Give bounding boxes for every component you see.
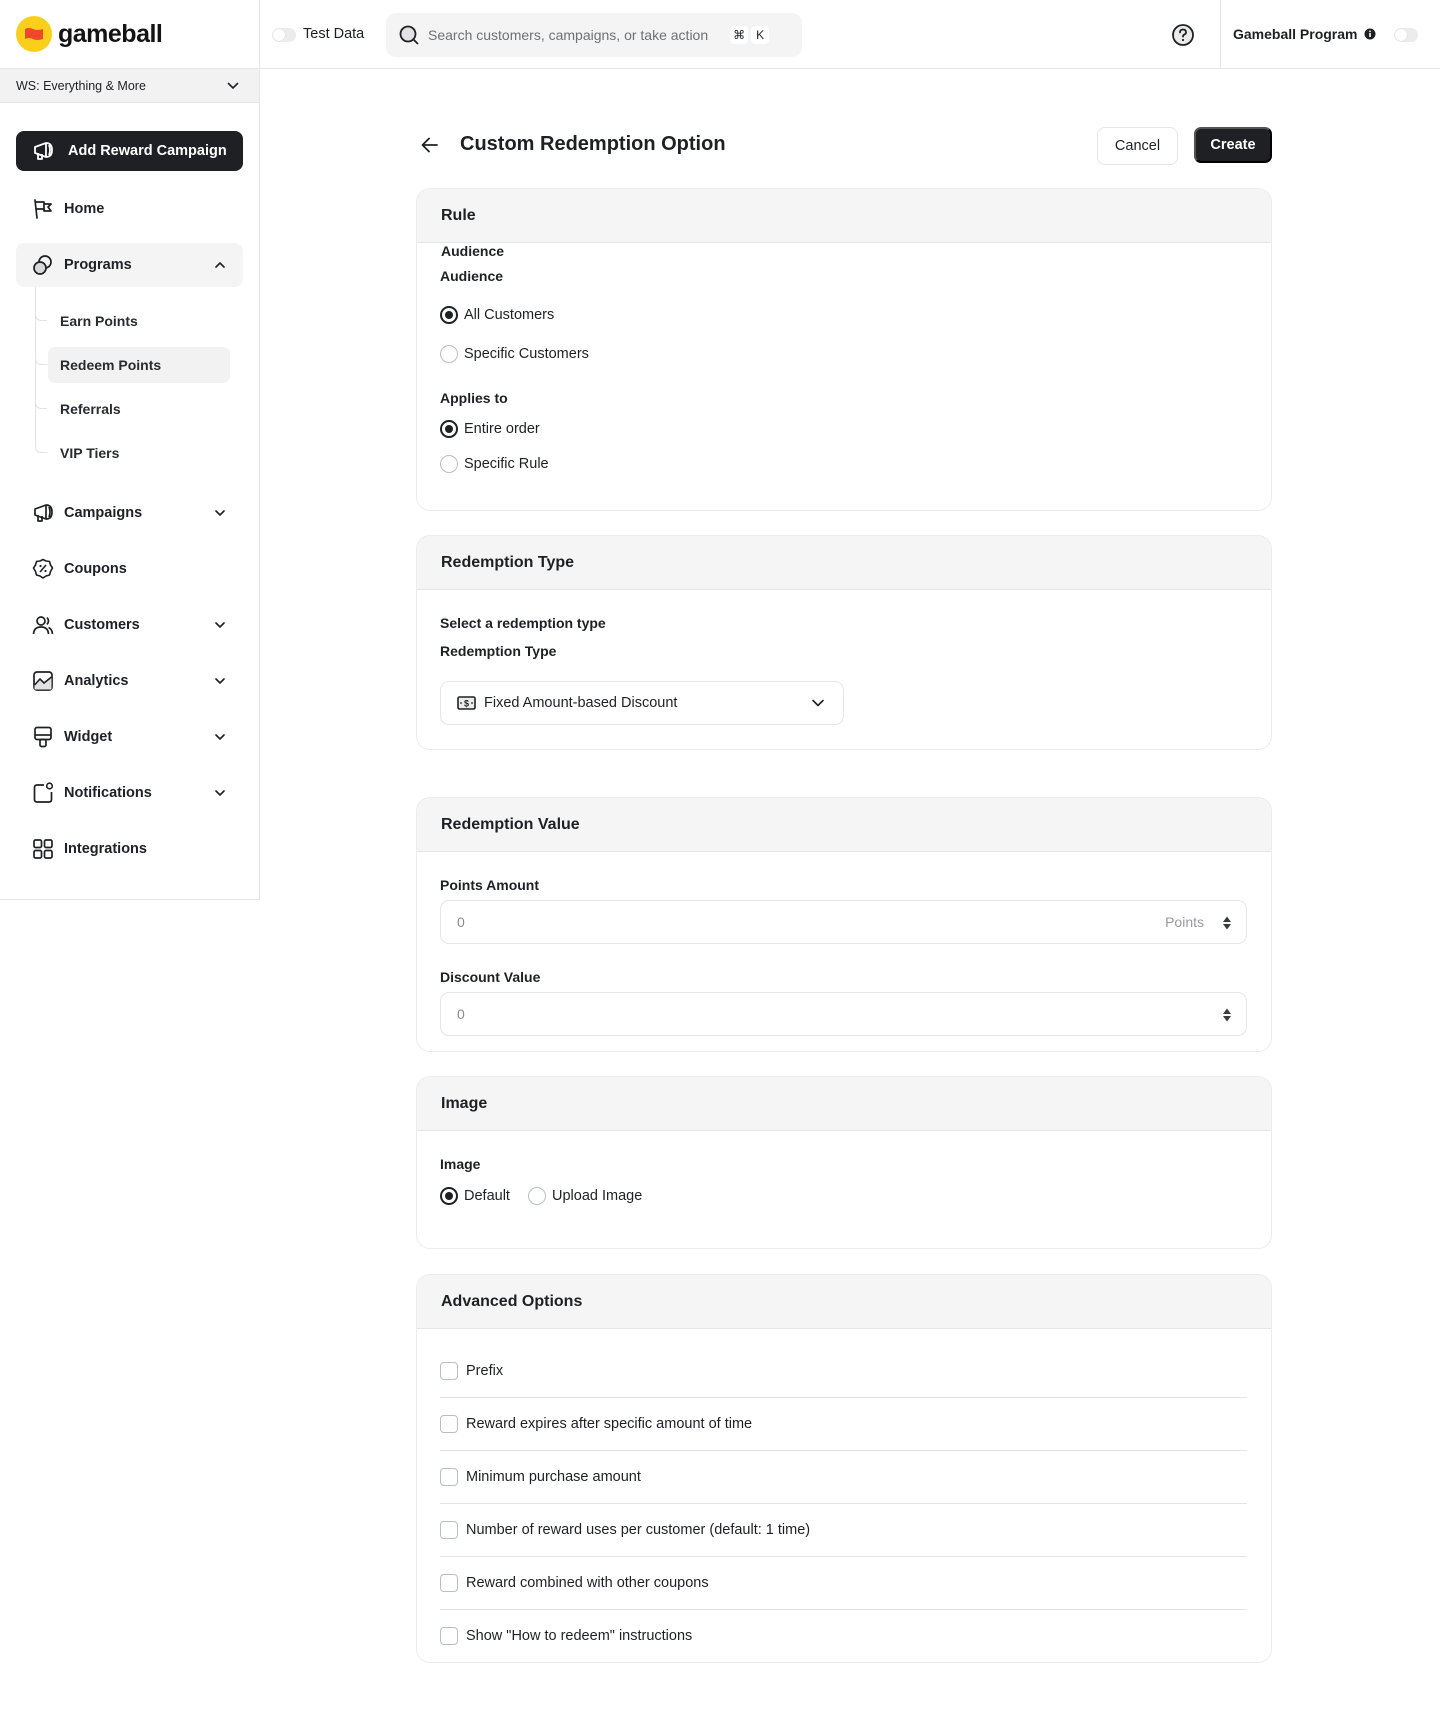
option-how-to-redeem[interactable] — [440, 1627, 1247, 1645]
search-icon — [398, 24, 420, 46]
add-reward-campaign-label: Add Reward Campaign — [68, 143, 227, 159]
select-value: Fixed Amount-based Discount — [484, 695, 678, 711]
logo-text: gameball — [58, 19, 163, 48]
sidebar-subitem-label: Redeem Points — [60, 357, 162, 373]
radio-specific-customers[interactable] — [440, 345, 589, 363]
sidebar-subitem-label: Earn Points — [60, 313, 138, 329]
discount-value-input[interactable] — [440, 992, 1247, 1036]
points-suffix: Points — [1165, 914, 1204, 930]
sidebar-subitem-vip-tiers[interactable] — [48, 435, 230, 471]
sidebar-item-label: Notifications — [64, 785, 152, 801]
info-icon[interactable] — [1364, 28, 1376, 40]
radio-image-default[interactable] — [440, 1187, 510, 1205]
image-card — [416, 1076, 1272, 1249]
program-label: Gameball Program — [1233, 26, 1358, 42]
sidebar — [0, 0, 260, 900]
card-title: Rule — [417, 189, 1271, 243]
radio-specific-rule[interactable] — [440, 455, 549, 473]
option-combined-with-coupons[interactable] — [440, 1574, 1247, 1592]
test-data-toggle[interactable] — [272, 28, 296, 42]
radio-entire-order[interactable] — [440, 420, 540, 438]
radio-selected[interactable] — [440, 1187, 458, 1205]
sidebar-item-label: Customers — [64, 617, 140, 633]
sidebar-subitem-label: VIP Tiers — [60, 445, 120, 461]
cancel-button[interactable]: Cancel — [1097, 127, 1178, 165]
page-title: Custom Redemption Option — [460, 133, 726, 155]
chevron-down-icon — [227, 82, 239, 90]
redemption-type-label: Redemption Type — [440, 643, 557, 659]
discount-value-label: Discount Value — [440, 969, 541, 985]
card-title: Redemption Type — [417, 536, 1271, 590]
workspace-selector[interactable] — [0, 69, 259, 103]
chevron-down-icon — [215, 510, 225, 516]
cash-icon — [457, 696, 476, 710]
points-amount-label: Points Amount — [440, 877, 540, 893]
checkbox-label: Minimum purchase amount — [466, 1469, 641, 1485]
add-reward-campaign-button[interactable] — [16, 131, 243, 171]
image-label: Image — [440, 1156, 481, 1172]
radio-label: Specific Customers — [464, 346, 589, 362]
logo-mark-icon — [16, 16, 52, 52]
chevron-down-icon — [215, 734, 225, 740]
option-prefix[interactable] — [440, 1362, 1247, 1380]
chevron-down-icon — [215, 622, 225, 628]
svg-text:$: $ — [463, 698, 470, 709]
checkbox-label: Reward expires after specific amount of time — [466, 1416, 753, 1432]
sidebar-item-label: Analytics — [64, 673, 129, 689]
tree-connector — [35, 287, 47, 453]
sidebar-item-label: Programs — [64, 257, 132, 273]
option-reward-uses-per-customer[interactable] — [440, 1521, 1247, 1539]
sidebar-item-label: Campaigns — [64, 505, 143, 521]
applies-to-label: Applies to — [440, 390, 508, 406]
chevron-down-icon — [811, 696, 825, 710]
audience-label: Audience — [440, 268, 504, 284]
sidebar-item-label: Coupons — [64, 561, 127, 577]
radio-label: Upload Image — [552, 1188, 643, 1204]
divider — [440, 1609, 1247, 1610]
checkbox-label: Prefix — [466, 1363, 504, 1379]
program-toggle[interactable] — [1394, 28, 1418, 42]
back-arrow-icon[interactable] — [420, 135, 440, 155]
widget-icon — [32, 726, 56, 748]
sidebar-item-label: Widget — [64, 729, 113, 745]
sidebar-item-notifications[interactable] — [16, 771, 243, 815]
megaphone-icon — [32, 141, 56, 161]
checkbox[interactable] — [440, 1415, 458, 1433]
radio-upload-image[interactable] — [528, 1187, 642, 1205]
sidebar-item-coupons[interactable] — [16, 547, 243, 591]
divider — [440, 1397, 1247, 1398]
checkbox[interactable] — [440, 1627, 458, 1645]
top-bar — [260, 0, 1440, 69]
shortcut-k-key: K — [751, 26, 769, 44]
card-title: Image — [417, 1077, 1271, 1131]
radio-selected[interactable] — [440, 306, 458, 324]
checkbox[interactable] — [440, 1468, 458, 1486]
sidebar-item-label: Home — [64, 201, 105, 217]
sidebar-item-campaigns[interactable] — [16, 491, 243, 535]
chevron-up-icon — [215, 262, 225, 268]
option-reward-expires[interactable] — [440, 1415, 1247, 1433]
radio-label: Entire order — [464, 421, 540, 437]
programs-icon — [32, 254, 56, 276]
test-data-label: Test Data — [303, 26, 365, 42]
redemption-type-helper: Select a redemption type — [440, 615, 606, 631]
checkbox-label: Show "How to redeem" instructions — [466, 1628, 693, 1644]
radio-all-customers[interactable] — [440, 306, 554, 324]
sidebar-subitem-redeem-points[interactable] — [48, 347, 230, 383]
input-placeholder: 0 — [457, 1006, 465, 1022]
sidebar-subitem-referrals[interactable] — [48, 391, 230, 427]
card-title: Advanced Options — [417, 1275, 1271, 1329]
sidebar-item-label: Integrations — [64, 841, 147, 857]
logo[interactable] — [0, 0, 259, 69]
stepper-icon[interactable] — [1222, 915, 1232, 931]
sidebar-item-programs[interactable] — [16, 243, 243, 287]
sidebar-item-customers[interactable] — [16, 603, 243, 647]
create-button[interactable]: Create — [1194, 127, 1272, 163]
grid-icon — [32, 838, 56, 860]
divider — [440, 1556, 1247, 1557]
flag-icon — [32, 198, 56, 220]
radio-unselected[interactable] — [528, 1187, 546, 1205]
radio-label: Default — [464, 1188, 510, 1204]
checkbox[interactable] — [440, 1574, 458, 1592]
notification-icon — [32, 782, 56, 804]
search-input[interactable] — [386, 13, 802, 57]
radio-unselected[interactable] — [440, 345, 458, 363]
divider — [440, 1450, 1247, 1451]
sidebar-item-widget[interactable] — [16, 715, 243, 759]
sidebar-item-home[interactable] — [16, 187, 243, 231]
megaphone-icon — [32, 503, 56, 523]
radio-label: Specific Rule — [464, 456, 549, 472]
divider — [1220, 0, 1221, 69]
coupon-percent-icon — [32, 558, 56, 580]
chart-icon — [32, 670, 56, 692]
sidebar-subitem-earn-points[interactable] — [48, 303, 230, 339]
radio-selected[interactable] — [440, 420, 458, 438]
sidebar-subitem-label: Referrals — [60, 401, 121, 417]
users-icon — [32, 614, 56, 636]
option-minimum-purchase[interactable] — [440, 1468, 1247, 1486]
audience-label: Audience — [441, 243, 505, 259]
shortcut-cmd-key: ⌘ — [730, 26, 748, 44]
checkbox[interactable] — [440, 1521, 458, 1539]
chevron-down-icon — [215, 790, 225, 796]
page-header — [416, 125, 1272, 165]
radio-unselected[interactable] — [440, 455, 458, 473]
stepper-icon[interactable] — [1222, 1007, 1232, 1023]
search-placeholder: Search customers, campaigns, or take action — [428, 27, 709, 43]
workspace-label: WS: Everything & More — [16, 78, 146, 93]
checkbox-label: Number of reward uses per customer (default: 1 time) — [466, 1522, 811, 1538]
divider — [440, 1503, 1247, 1504]
input-placeholder: 0 — [457, 914, 465, 930]
sidebar-item-integrations[interactable] — [16, 827, 243, 871]
sidebar-item-analytics[interactable] — [16, 659, 243, 703]
radio-label: All Customers — [464, 307, 555, 323]
card-title: Redemption Value — [417, 798, 1271, 852]
chevron-down-icon — [215, 678, 225, 684]
points-amount-input[interactable] — [440, 900, 1247, 944]
redemption-type-select[interactable] — [440, 681, 844, 725]
checkbox[interactable] — [440, 1362, 458, 1380]
help-icon[interactable] — [1171, 23, 1195, 47]
checkbox-label: Reward combined with other coupons — [466, 1575, 709, 1591]
